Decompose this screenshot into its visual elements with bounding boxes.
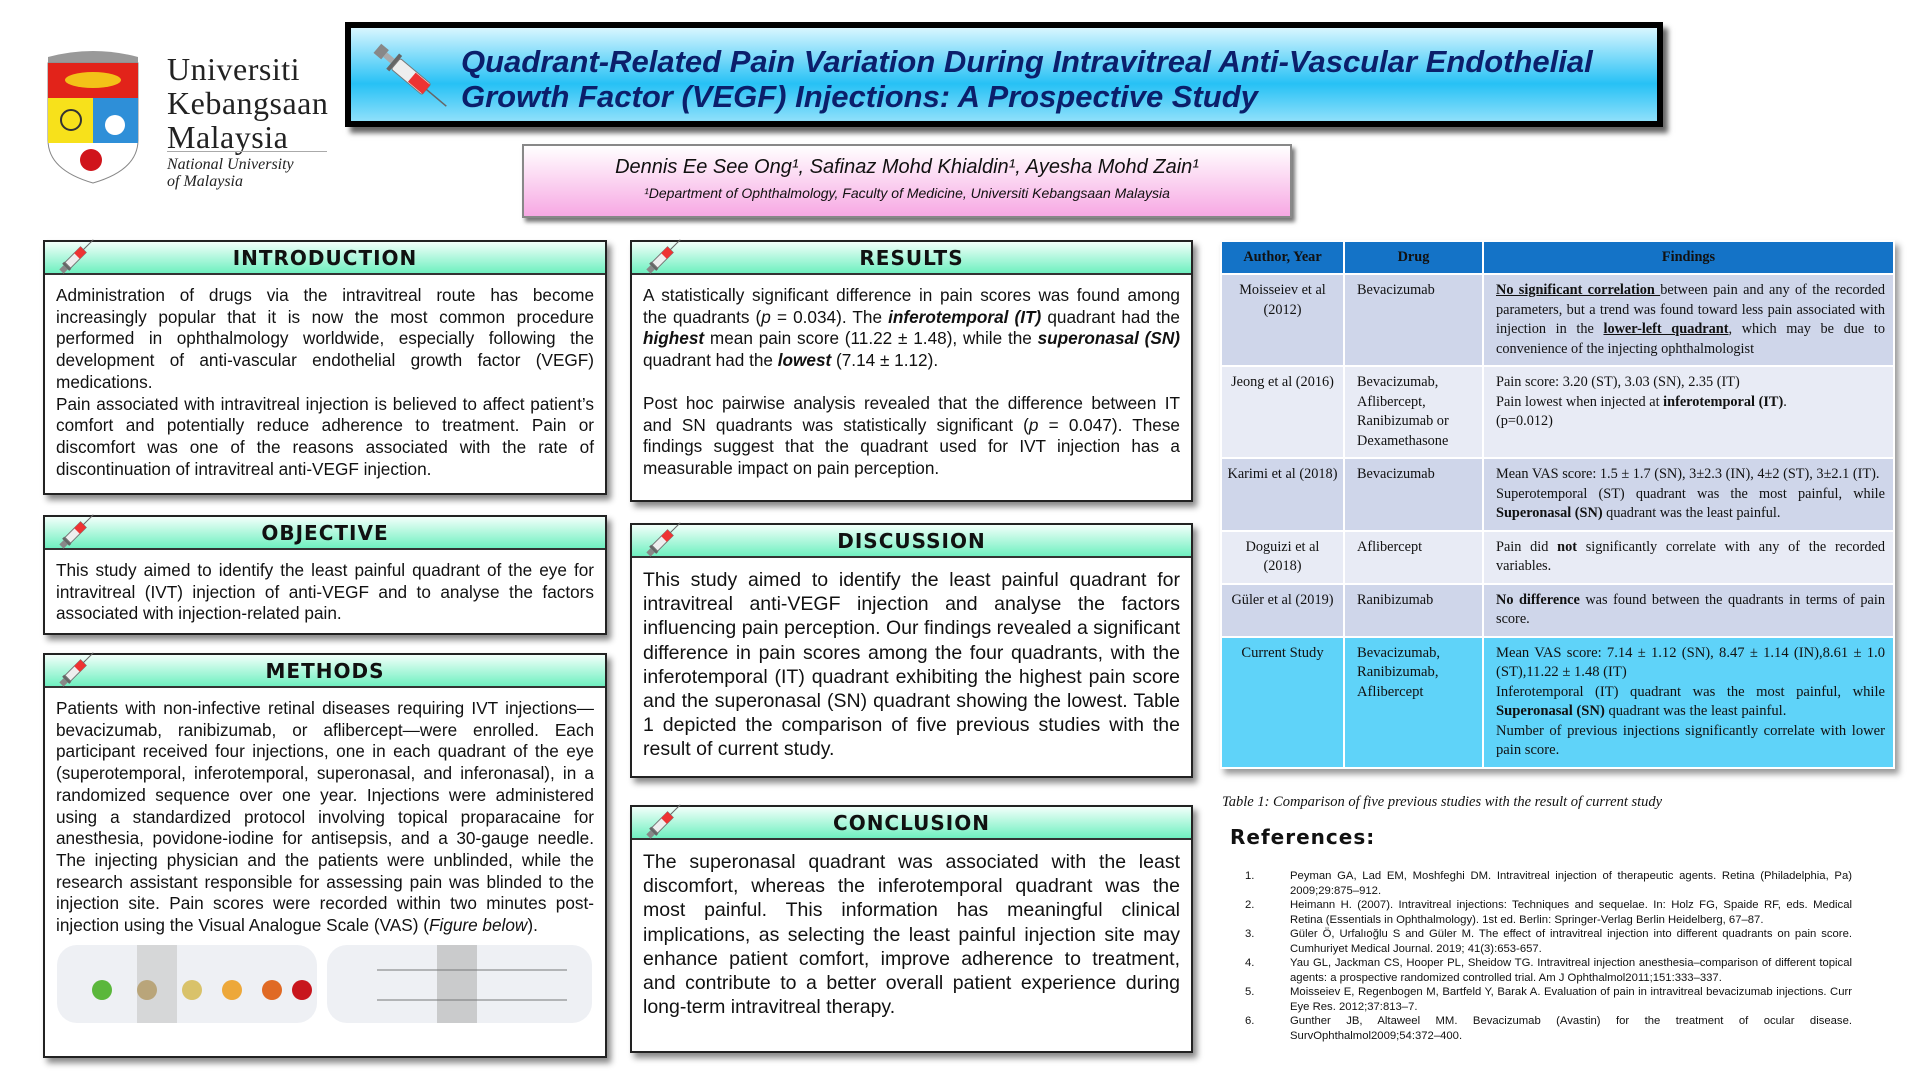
cell-findings	[1483, 637, 1894, 768]
reference-item	[1245, 1014, 1852, 1043]
text-run: Pain score: 3.20 (ST), 3.03 (SN), 2.35 (IT)	[1496, 374, 1740, 390]
syringe-icon	[640, 797, 688, 845]
table-header-row	[1221, 241, 1894, 274]
cell-findings	[1483, 531, 1894, 584]
university-crest-icon	[43, 45, 143, 185]
references-list	[1245, 869, 1852, 1043]
cell-drug: Aflibercept	[1344, 531, 1483, 584]
reference-number: 1.	[1245, 870, 1255, 882]
column-header-findings: Findings	[1483, 241, 1894, 274]
section-title: CONCLUSION	[833, 811, 990, 835]
logo-line-1: Universiti	[167, 51, 300, 87]
discussion-heading	[632, 525, 1191, 558]
logo-line-2: Kebangsaan	[167, 85, 329, 121]
conclusion-panel	[630, 805, 1193, 1053]
text-run: between pain and any of the recorded parameters, but a trend was found toward less pain associated with injection in the	[1496, 282, 1885, 337]
reference-number: 3.	[1245, 928, 1255, 940]
text-run: Superonasal (SN)	[1496, 703, 1605, 719]
objective-heading	[45, 517, 605, 550]
paragraph	[56, 698, 594, 937]
text-run: Inferotemporal (IT) quadrant was the most painful, while	[1496, 683, 1885, 700]
reference-text: Gunther JB, Altaweel MM. Bevacizumab (Avastin) for the treatment of ocular disease. SurvOphthalmol2009;54:372–400.	[1290, 1015, 1852, 1042]
section-title: DISCUSSION	[837, 529, 986, 553]
reference-number: 4.	[1245, 957, 1255, 969]
results-panel	[630, 240, 1193, 502]
objective-body	[45, 550, 605, 635]
cell-findings	[1483, 458, 1894, 531]
author-names: Dennis Ee See Ong¹, Safinaz Mohd Khialdin¹, Ayesha Mohd Zain¹	[615, 156, 1199, 178]
syringe-icon	[53, 507, 101, 555]
logo-sub-1: National University	[167, 156, 294, 173]
cell-drug: Bevacizumab, Aflibercept, Ranibizumab or Dexamethasone	[1344, 366, 1483, 458]
text-run: lowest	[777, 350, 832, 371]
reference-number: 2.	[1245, 899, 1255, 911]
syringe-icon	[640, 515, 688, 563]
reference-number: 5.	[1245, 986, 1255, 998]
university-logo	[43, 37, 328, 192]
table-row	[1221, 458, 1894, 531]
author-affiliation: ¹Department of Ophthalmology, Faculty of Medicine, Universiti Kebangsaan Malaysia	[644, 185, 1170, 201]
syringe-icon	[53, 645, 101, 693]
university-subtitle	[167, 151, 327, 190]
title-banner	[345, 22, 1663, 127]
conclusion-heading	[632, 807, 1191, 840]
text-run: superonasal (SN)	[1037, 328, 1180, 349]
text-run: Number of previous injections significantly correlate with lower pain score.	[1496, 722, 1885, 758]
text-run: p	[1028, 414, 1039, 435]
cell-drug: Bevacizumab, Ranibizumab, Aflibercept	[1344, 637, 1483, 768]
introduction-heading	[45, 242, 605, 275]
results-heading	[632, 242, 1191, 275]
introduction-panel	[43, 240, 607, 495]
text-run: highest	[643, 328, 705, 349]
text-run: = 0.047). These findings suggest that the quadrant used for IVT injection has a measurable impact on pain perception.	[643, 414, 1180, 478]
logo-line-3: Malaysia	[167, 119, 289, 155]
syringe-icon	[363, 34, 453, 114]
text-run: No significant correlation	[1496, 282, 1661, 298]
text-run: Superotemporal (ST) quadrant was the most painful, while	[1496, 485, 1885, 502]
text-run: p	[761, 306, 771, 327]
cell-drug: Bevacizumab	[1344, 274, 1483, 366]
cell-findings	[1483, 366, 1894, 458]
section-title: RESULTS	[859, 246, 964, 270]
paragraph	[56, 394, 594, 481]
text-run: A statistically significant difference in pain scores was found among the quadrants (	[643, 285, 1180, 327]
text-run: ).	[527, 915, 538, 936]
text-run: Pain lowest when injected at	[1496, 393, 1664, 410]
text-run: Superonasal (SN)	[1496, 505, 1603, 521]
text-run: significantly correlate with any of the recorded variables.	[1496, 538, 1885, 574]
paragraph	[643, 393, 1180, 480]
results-body	[632, 275, 1191, 490]
text-run: mean pain score (11.22 ± 1.48), while the	[704, 328, 1038, 349]
paragraph	[643, 850, 1180, 1019]
table-row	[1221, 531, 1894, 584]
cell-findings	[1483, 274, 1894, 366]
cell-drug: Ranibizumab	[1344, 584, 1483, 637]
section-title: OBJECTIVE	[261, 521, 389, 545]
text-run: quadrant was the least painful.	[1604, 703, 1787, 719]
reference-item	[1245, 869, 1852, 898]
reference-item	[1245, 956, 1852, 985]
cell-author-year: Güler et al (2019)	[1221, 584, 1344, 637]
paragraph	[56, 285, 594, 394]
reference-text: Yau GL, Jackman CS, Hooper PL, Sheidow TG. Intravitreal injection anesthesia–comparison of different topical agents: a prospective randomized controlled trial. Am J Ophthalmol2011;151:333–337.	[1290, 957, 1852, 984]
text-run: quadrant was the least painful.	[1602, 505, 1781, 521]
column-header-author: Author, Year	[1221, 241, 1344, 274]
text-run: Pain did	[1496, 538, 1558, 555]
text-run: quadrant had the	[643, 350, 778, 371]
cell-author-year: Moisseiev et al (2012)	[1221, 274, 1344, 366]
section-title: METHODS	[265, 659, 385, 683]
text-run: (7.14 ± 1.12).	[831, 350, 939, 371]
paragraph	[643, 285, 1180, 372]
text-run: = 0.034). The	[770, 306, 889, 327]
cell-drug: Bevacizumab	[1344, 458, 1483, 531]
cell-findings	[1483, 584, 1894, 637]
reference-text: Moisseiev E, Regenbogen M, Bartfeld Y, Barak A. Evaluation of pain in intravitreal bevacizumab injections. Curr Eye Res. 2012;37:813–7.	[1290, 986, 1852, 1013]
reference-text: Güler Ö, Urfalıoğlu S and Güler M. The effect of intravitreal injection into different quadrants on pain score. Cumhuriyet Medical Journal. 2019; 41(3):653-657.	[1290, 928, 1852, 955]
objective-panel	[43, 515, 607, 635]
text-run: (p=0.012)	[1496, 413, 1553, 429]
text-run: lower-left quadrant	[1603, 321, 1729, 337]
reference-item	[1245, 927, 1852, 956]
table-caption: Table 1: Comparison of five previous studies with the result of current study	[1222, 794, 1663, 810]
vas-figure	[45, 947, 605, 1027]
text-run: Pain associated with intravitreal injection is believed to affect patient’s comfort and potentially reduce adherence to treatment. Pain or discomfort was one of the reasons associated with the rate of discontinuation of intravitreal anti-VEGF injection.	[56, 393, 594, 479]
poster-title: Quadrant-Related Pain Variation During Intravitreal Anti-Vascular Endothelial Growth Factor (VEGF) Injections: A Prospective Study	[461, 44, 1593, 114]
cell-author-year: Current Study	[1221, 637, 1344, 768]
cell-author-year: Doguizi et al (2018)	[1221, 531, 1344, 584]
paragraph	[56, 560, 594, 625]
text-run: quadrant had the	[1041, 306, 1180, 327]
text-run: inferotemporal (IT)	[1663, 393, 1784, 410]
methods-body	[45, 688, 605, 947]
text-run: inferotemporal (IT)	[888, 306, 1042, 327]
vas-scale-figure	[57, 945, 597, 1025]
logo-sub-2: of Malaysia	[167, 173, 243, 190]
reference-text: Heimann H. (2007). Intravitreal injections: Techniques and sequelae. In: Holz FG, Spaide RF, eds. Medical Retina (Essentials in Ophthalmology). 1st ed. Berlin: Springer-Verlag Berlin Heidelberg, 67–87.	[1290, 899, 1852, 926]
reference-item	[1245, 898, 1852, 927]
text-run: Mean VAS score: 1.5 ± 1.7 (SN), 3±2.3 (IN), 4±2 (ST), 3±2.1 (IT).	[1496, 466, 1880, 482]
text-run: Patients with non-infective retinal diseases requiring IVT injections—bevacizumab, ranibizumab, or aflibercept—were enrolled. Each participant received four injections, one in each quadrant of the eye (superotemporal, inferotemporal, superonasal, and inferonasal), in a randomized sequence over one year. Injections were administered using a standardized protocol involving topical proparacaine for anesthesia, povidone-iodine for antisepsis, and a 30-gauge needle. The injecting physician and the patients were unblinded, while the research assistant responsible for assessing pain was blinded to the injection site. Pain scores were recorded within two minutes post-injection using the Visual Analogue Scale (VAS) (	[56, 698, 594, 936]
table-row	[1221, 637, 1894, 768]
syringe-icon	[53, 232, 101, 280]
reference-item	[1245, 985, 1852, 1014]
text-run: This study aimed to identify the least painful quadrant of the eye for intravitreal (IVT) injection of anti-VEGF and to analyse the factors associated with injection-related pain.	[56, 560, 594, 624]
paragraph	[643, 568, 1180, 762]
references-heading: References:	[1230, 825, 1376, 849]
table-row	[1221, 274, 1894, 366]
conclusion-body	[632, 840, 1191, 1029]
reference-number: 6.	[1245, 1015, 1255, 1027]
column-header-drug: Drug	[1344, 241, 1483, 274]
authors-box	[522, 144, 1292, 218]
methods-panel	[43, 653, 607, 1058]
discussion-body	[632, 558, 1191, 772]
text-run: Figure below	[428, 915, 528, 936]
text-run: No difference	[1496, 591, 1580, 608]
text-run: The superonasal quadrant was associated with the least discomfort, whereas the inferotemporal quadrant was the most painful. This information has meaningful clinical implications, as selecting the least painful injection site may enhance patient comfort, improve adherence to treatment, and contribute to a better overall patient experience during long-term intravitreal therapy.	[643, 851, 1180, 1019]
introduction-body	[45, 275, 605, 490]
comparison-table	[1220, 240, 1895, 769]
text-run: was found between the quadrants in terms of pain score.	[1496, 591, 1885, 627]
text-run: .	[1783, 393, 1787, 410]
syringe-icon	[640, 232, 688, 280]
text-run: Mean VAS score: 7.14 ± 1.12 (SN), 8.47 ± 1.14 (IN),8.61 ± 1.0 (ST),11.22 ± 1.48 (IT)	[1496, 644, 1885, 680]
methods-heading	[45, 655, 605, 688]
text-run: Post hoc pairwise analysis revealed that the difference between IT and SN quadrants was statistically significant (	[643, 392, 1180, 435]
text-run: , which may be due to convenience of the injecting ophthalmologist	[1496, 321, 1885, 357]
table-row	[1221, 584, 1894, 637]
cell-author-year: Jeong et al (2016)	[1221, 366, 1344, 458]
university-name	[167, 51, 329, 157]
discussion-panel	[630, 523, 1193, 778]
cell-author-year: Karimi et al (2018)	[1221, 458, 1344, 531]
section-title: INTRODUCTION	[232, 246, 418, 270]
text-run: Administration of drugs via the intravitreal route has become increasingly popular that it is now the most common procedure performed in ophthalmology worldwide, especially following the development of anti-vascular endothelial growth factor (VEGF) medications.	[56, 285, 594, 392]
text-run: not	[1557, 538, 1578, 555]
reference-text: Peyman GA, Lad EM, Moshfeghi DM. Intravitreal injection of therapeutic agents. Retina (Philadelphia, Pa) 2009;29:875–912.	[1290, 870, 1852, 897]
text-run: This study aimed to identify the least painful quadrant for intravitreal anti-VEGF injection and analyse the factors influencing pain perception. Our findings revealed a significant difference in pain scores among the four quadrants, with the inferotemporal (IT) quadrant exhibiting the highest pain score and the superonasal (SN) quadrant showing the lowest. Table 1 depicted the comparison of five previous studies with the result of current study.	[643, 569, 1180, 761]
table-row	[1221, 366, 1894, 458]
paragraph	[643, 372, 1180, 393]
